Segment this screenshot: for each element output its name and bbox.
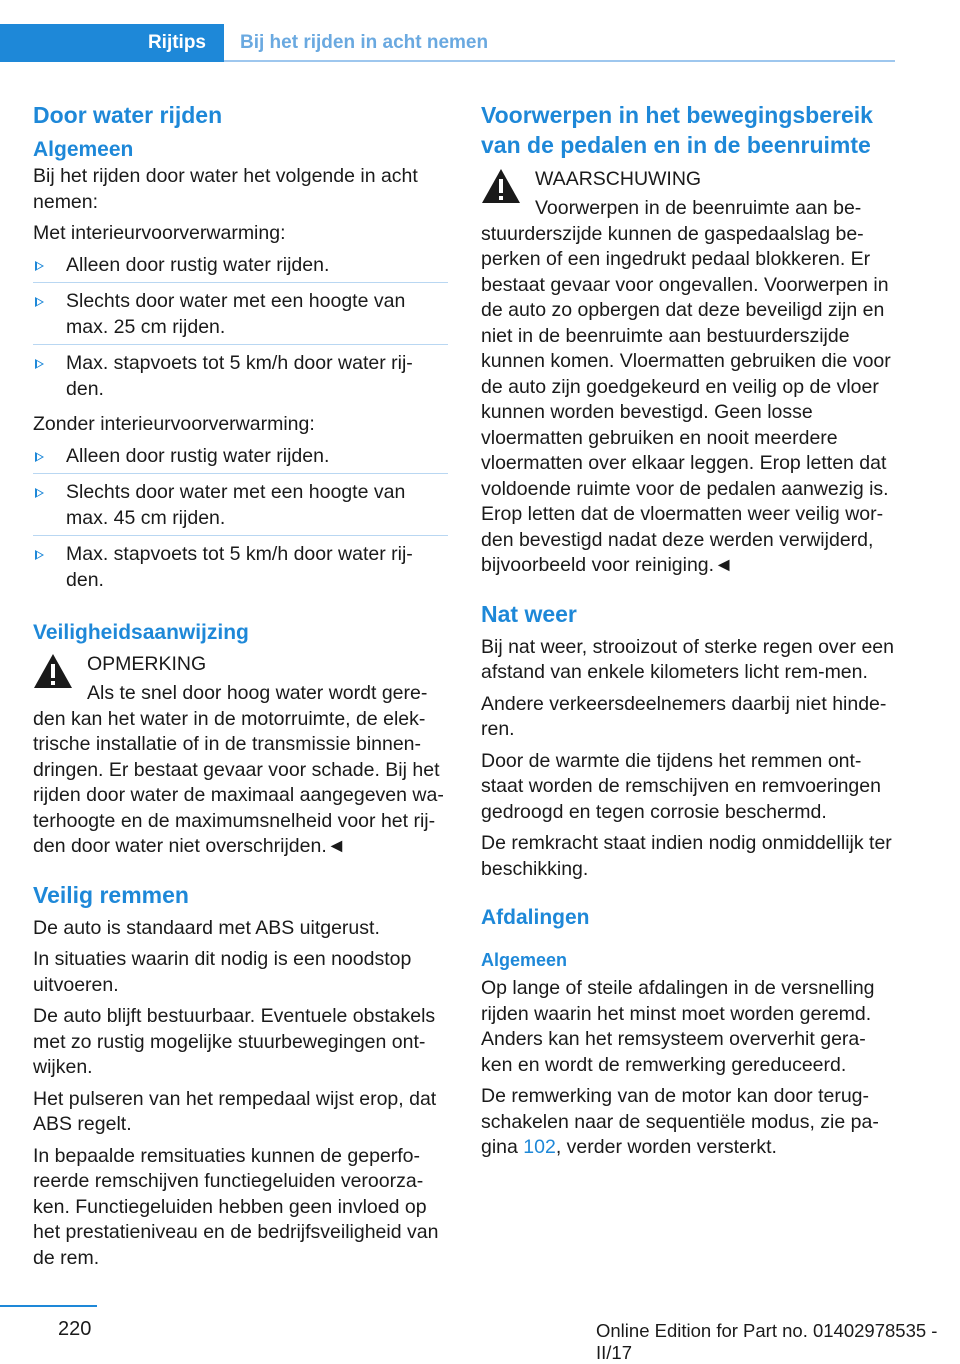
paragraph-noodstop: In situaties waarin dit nodig is een noodstop uitvoeren. <box>33 948 412 996</box>
bullet-triangle-icon <box>35 452 44 462</box>
paragraph-nat-2: Andere verkeersdeelnemers daarbij niet hinde-ren. <box>481 692 887 740</box>
paragraph-afdaling-1: Op lange of steile afdalingen in de versnelling rijden waarin het minst moet worden geremd. Anders kan het remsysteem oververhit gera-ken en wordt de remwerking gereduceerd. <box>481 977 875 1076</box>
note-text: den kan het water in de motorruimte, de elek-trische installatie of in de transmissie binnen-dringen. Er bestaat gevaar voor schade. Bij het rijden door water de maximaal aangegeven wa-terhoogte en de maximumsnelheid voor het rij-den door water niet overschrijden.◄ <box>33 707 444 857</box>
section-tab[interactable]: Rijtips <box>0 24 224 62</box>
warning-triangle-icon <box>33 653 73 689</box>
heading-algemeen: Algemeen <box>33 138 134 161</box>
warning-text-first: Voorwerpen in de beenruimte aan be- <box>535 197 862 219</box>
heading-voorwerpen: Voorwerpen in het bewegingsbereik van de pedalen en in de beenruimte <box>481 102 873 158</box>
list-zonder-voorverwarming <box>33 444 448 598</box>
paragraph-pulseren: Het pulseren van het rempedaal wijst erop, dat ABS regelt. <box>33 1087 437 1135</box>
heading-door-water: Door water rijden <box>33 102 223 128</box>
chapter-title[interactable]: Bij het rijden in acht nemen <box>240 32 489 53</box>
heading-afdalingen: Afdalingen <box>481 906 590 929</box>
list-item: Max. stapvoets tot 5 km/h door water rij-den. <box>33 542 448 597</box>
bullet-triangle-icon <box>35 261 44 271</box>
bullet-triangle-icon <box>35 359 44 369</box>
bullet-triangle-icon <box>35 488 44 498</box>
paragraph-abs: De auto is standaard met ABS uitgerust. <box>33 916 380 939</box>
paragraph-nat-1: Bij nat weer, strooizout of sterke regen over een afstand van enkele kilometers licht rem-men. <box>481 635 894 683</box>
left-column <box>33 100 448 1277</box>
header-rule <box>224 60 895 62</box>
list-item: Alleen door rustig water rijden. <box>33 444 448 475</box>
note-block <box>33 651 448 860</box>
warning-text: stuurderszijde kunnen de gaspedaalslag be-perken of een ingedrukt pedaal blokkeren. Er bestaat gevaar voor ongevallen. Voorwerpen in de auto zo opbergen dat deze beveiligd zijn en niet in de beenruimte aan bestuurderszijde kunnen komen. Vloermatten gebruiken die voor de auto zijn goedgekeurd en veilig op de vloer kunnen worden bevestigd. Geen losse vloermatten gebruiken en nooit meerdere vloermatten over elkaar leggen. Erop letten dat voldoende ruimte voor de pedalen aanwezig is. Erop letten dat de vloermatten weer veilig wor-den bevestigd nadat deze werden verwijderd, bijvoorbeeld voor reiniging.◄ <box>481 222 891 576</box>
paragraph-intro: Bij het rijden door water het volgende in acht nemen: <box>33 165 418 213</box>
warning-triangle-icon <box>481 168 521 204</box>
edition-text: Online Edition for Part no. 01402978535 - II/17 <box>596 1320 938 1363</box>
note-label: OPMERKING <box>87 653 207 675</box>
paragraph-bestuurbaar: De auto blijft bestuurbaar. Eventuele obstakels met zo rustig mogelijke stuurbewegingen ont-wijken. <box>33 1005 436 1078</box>
list-item: Alleen door rustig water rijden. <box>33 253 448 284</box>
heading-veiligheidsaanwijzing: Veiligheidsaanwijzing <box>33 621 249 644</box>
heading-veilig-remmen: Veilig remmen <box>33 881 189 908</box>
heading-nat-weer: Nat weer <box>481 600 577 627</box>
paragraph-zonder: Zonder interieurvoorverwarming: <box>33 413 315 435</box>
paragraph-remsituaties: In bepaalde remsituaties kunnen de geperfo-reerde remschijven functiegeluiden veroorza-ken. Functiegeluiden hebben geen invloed op het prestatieniveau en de bedrijfsveiligheid van de rem. <box>33 1144 439 1269</box>
paragraph-met: Met interieurvoorverwarming: <box>33 222 286 244</box>
warning-block <box>481 166 896 579</box>
bullet-triangle-icon <box>35 297 44 307</box>
page-link[interactable]: 102 <box>523 1136 556 1158</box>
bullet-triangle-icon <box>35 550 44 560</box>
page-header <box>0 24 895 62</box>
paragraph-nat-3: Door de warmte die tijdens het remmen ont-staat worden de remschijven en remvoeringen gedroogd en tegen corrosie beschermd. <box>481 749 881 823</box>
warning-label: WAARSCHUWING <box>535 168 702 190</box>
note-text-first: Als te snel door hoog water wordt gere- <box>87 682 428 704</box>
page-number: 220 <box>58 1318 92 1340</box>
list-item: Slechts door water met een hoogte van max. 25 cm rijden. <box>33 289 448 345</box>
list-item: Max. stapvoets tot 5 km/h door water rij-den. <box>33 351 448 406</box>
heading-algemeen-afdalingen: Algemeen <box>481 950 568 970</box>
list-item: Slechts door water met een hoogte van max. 45 cm rijden. <box>33 480 448 536</box>
list-met-voorverwarming <box>33 253 448 407</box>
paragraph-afdaling-2: De remwerking van de motor kan door terug-schakelen naar de sequentiële modus, zie pa-gina 102, verder worden versterkt. <box>481 1085 879 1158</box>
paragraph-nat-4: De remkracht staat indien nodig onmiddellijk ter beschikking. <box>481 832 892 880</box>
right-column <box>481 100 896 1167</box>
footer-rule <box>0 1305 97 1307</box>
